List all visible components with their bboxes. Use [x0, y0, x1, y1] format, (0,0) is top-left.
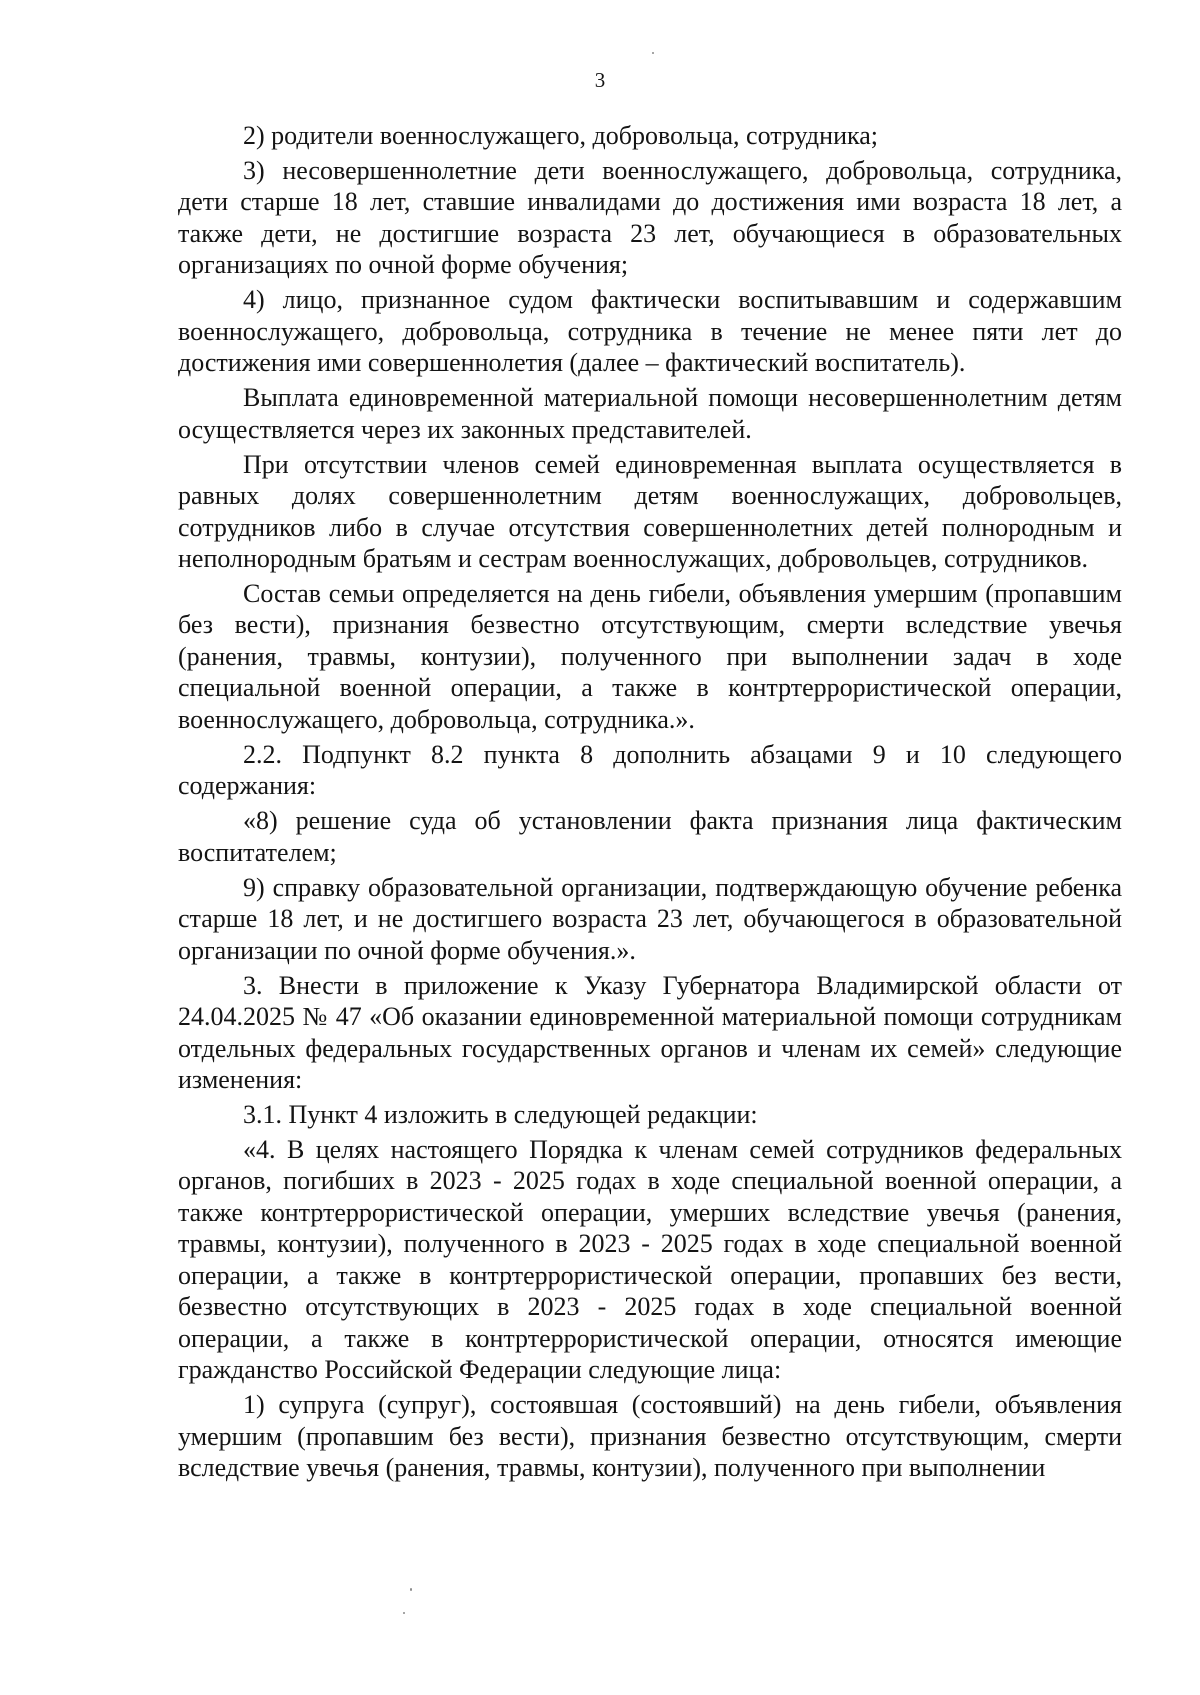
page-number: 3 — [594, 68, 606, 92]
scan-speck — [410, 1588, 412, 1591]
paragraph-item-4-guardian: 4) лицо, признанное судом фактически воспитывавшим и содержавшим военнослужащего, добровольца, сотрудника в течение не менее пяти лет до достижения ими совершеннолетия (далее – фактический воспитатель). — [178, 285, 1122, 378]
scan-speck — [403, 1612, 405, 1614]
paragraph-item-1-spouse: 1) супруга (супруг), состоявшая (состоявший) на день гибели, объявления умершим (пропавшим без вести), признания безвестно отсутствующим, смерти вследствие увечья (ранения, травмы, контузии), полученного при выполнении — [178, 1390, 1122, 1483]
paragraph-item-3-children: 3) несовершеннолетние дети военнослужащего, добровольца, сотрудника, дети старше 18 лет, ставшие инвалидами до достижения ими возраста 18 лет, а также дети, не достигшие возраста 23 лет, обучающиеся в образовательных организациях по очной форме обучения; — [178, 155, 1122, 280]
paragraph-amendment-3-1: 3.1. Пункт 4 изложить в следующей редакции: — [243, 1099, 758, 1129]
document-body — [178, 120, 1122, 1484]
paragraph-family-composition: Состав семьи определяется на день гибели, объявления умершим (пропавшим без вести), признания безвестно отсутствующим, смерти вследствие увечья (ранения, травмы, контузии), полученного при выполнении задач в ходе специальной военной операции, а также в контртеррористической операции, военнослужащего, добровольца, сотрудника.». — [178, 578, 1122, 734]
paragraph-point-4-new-wording: «4. В целях настоящего Порядка к членам семей сотрудников федеральных органов, погибших в 2023 - 2025 годах в ходе специальной военной операции, а также контртеррористической операции, умерших вследствие увечья (ранения, травмы, контузии), полученного в 2023 - 2025 годах в ходе специальной военной операции, а также в контртеррористической операции, пропавших без вести, безвестно отсутствующих в 2023 - 2025 годах в ходе специальной военной операции, а также в контртеррористической операции, относятся имеющие гражданство Российской Федерации следующие лица: — [178, 1134, 1122, 1385]
scan-speck — [652, 52, 654, 54]
paragraph-item-9-certificate: 9) справку образовательной организации, подтверждающую обучение ребенка старше 18 лет, и не достигшего возраста 23 лет, обучающегося в образовательной организации по очной форме обучения.». — [178, 872, 1122, 965]
paragraph-minors-payment: Выплата единовременной материальной помощи несовершеннолетним детям осуществляется через их законных представителей. — [178, 383, 1122, 444]
paragraph-absence-of-family: При отсутствии членов семей единовременная выплата осуществляется в равных долях совершеннолетним детям военнослужащих, добровольцев, сотрудников либо в случае отсутствия совершеннолетних детей полнородным и неполнородным братьям и сестрам военнослужащих, добровольцев, сотрудников. — [178, 449, 1122, 574]
paragraph-item-2-parents: 2) родители военнослужащего, добровольца, сотрудника; — [243, 121, 878, 150]
paragraph-amendment-2-2: 2.2. Подпункт 8.2 пункта 8 дополнить абзацами 9 и 10 следующего содержания: — [178, 739, 1122, 801]
paragraph-item-8-court-decision: «8) решение суда об установлении факта признания лица фактическим воспитателем; — [178, 806, 1122, 867]
paragraph-amendment-3: 3. Внести в приложение к Указу Губернатора Владимирской области от 24.04.2025 № 47 «Об оказании единовременной материальной помощи сотрудникам отдельных федеральных государственных органов и членам их семей» следующие изменения: — [178, 970, 1122, 1095]
